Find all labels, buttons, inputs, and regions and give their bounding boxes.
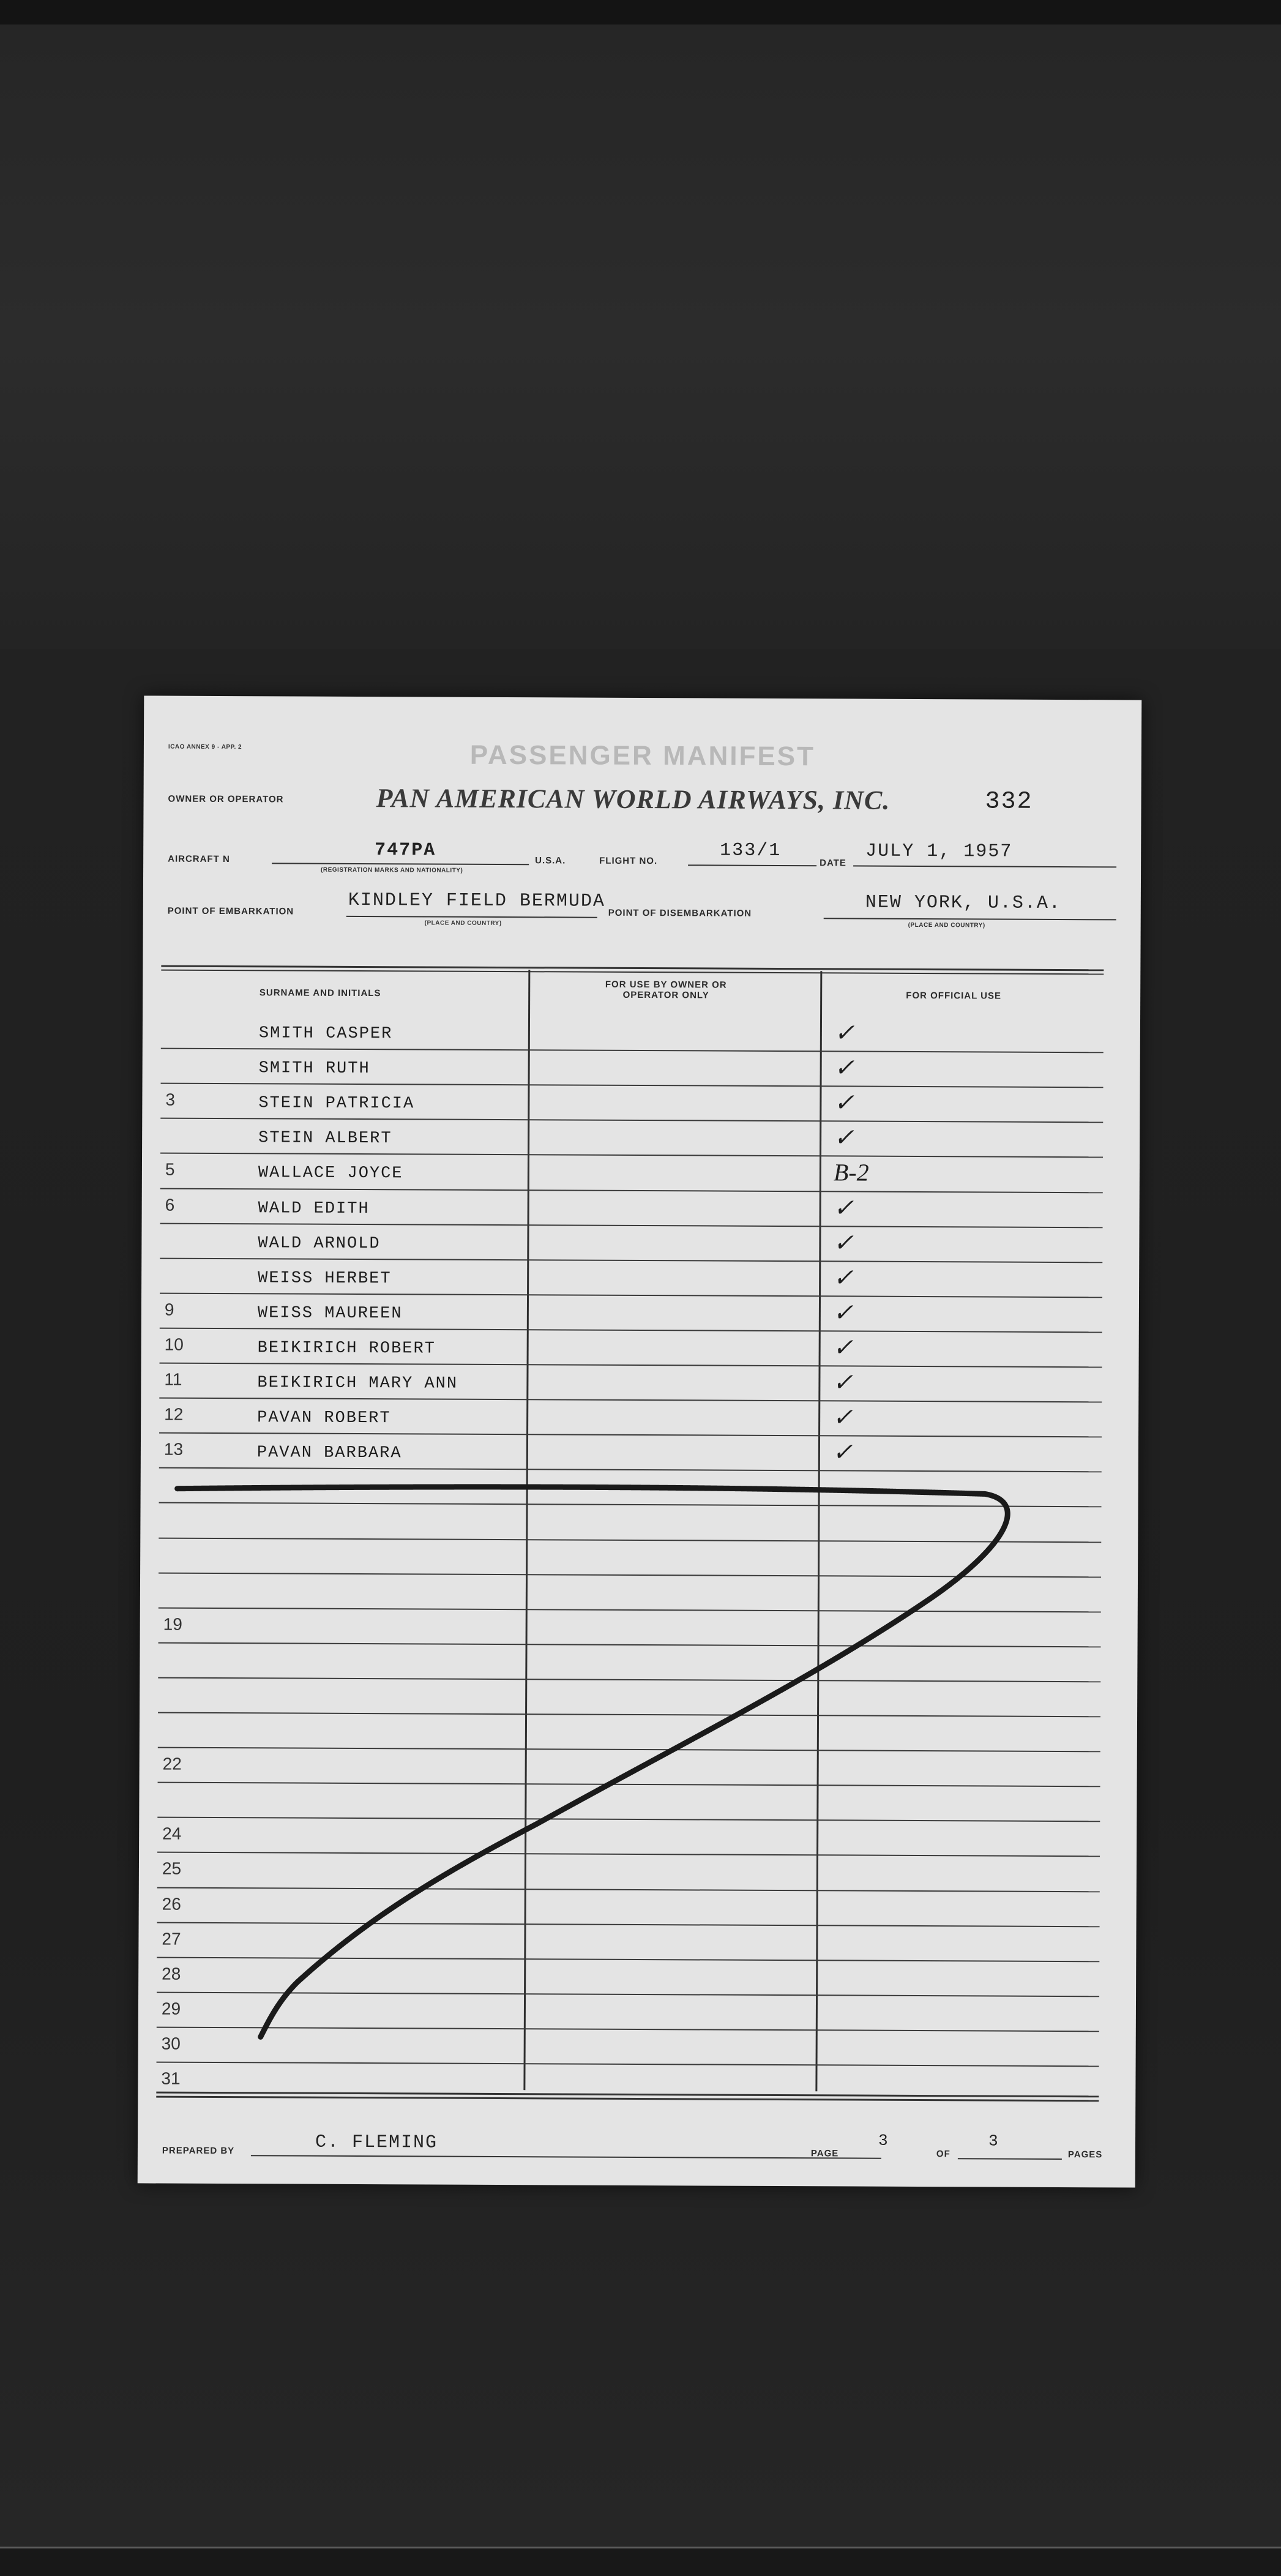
owner-label: OWNER OR OPERATOR — [168, 793, 284, 805]
row-rule — [158, 1782, 1100, 1788]
aircraft-label: AIRCRAFT N — [168, 853, 230, 865]
row-rule — [159, 1467, 1102, 1473]
manifest-number: 332 — [985, 788, 1033, 816]
pages-label: PAGES — [1067, 2149, 1103, 2160]
flight-label: FLIGHT NO. — [599, 855, 658, 867]
film-top-edge — [0, 0, 1281, 26]
disembarkation-value: NEW YORK, U.S.A. — [865, 892, 1061, 914]
row-rule — [157, 2062, 1099, 2067]
aircraft-value: 747PA — [375, 840, 436, 861]
usa-label: U.S.A. — [535, 855, 566, 866]
passenger-name: SMITH RUTH — [258, 1059, 370, 1079]
passenger-name: STEIN ALBERT — [258, 1129, 392, 1148]
row-number: 28 — [162, 1964, 181, 1983]
official-check-mark: ✓ — [832, 1403, 853, 1431]
official-check-mark: ✓ — [834, 1088, 855, 1117]
row-rule — [158, 1747, 1100, 1753]
row-rule — [160, 1222, 1103, 1228]
row-rule — [160, 1327, 1102, 1333]
row-number: 26 — [162, 1894, 181, 1914]
row-rule — [159, 1642, 1101, 1647]
passenger-name: WALD ARNOLD — [258, 1234, 381, 1253]
row-rule — [160, 1292, 1102, 1298]
row-rule — [160, 1363, 1102, 1368]
row-rule — [161, 1048, 1104, 1054]
passenger-name: PAVAN ROBERT — [257, 1409, 391, 1428]
official-check-mark: ✓ — [833, 1228, 854, 1257]
embarkation-label: POINT OF EMBARKATION — [167, 905, 294, 917]
official-check-mark: ✓ — [834, 1054, 855, 1082]
registration-note: (REGISTRATION MARKS AND NATIONALITY) — [321, 866, 463, 874]
film-bottom-edge — [0, 2547, 1281, 2576]
prepared-by-value: C. FLEMING — [315, 2132, 438, 2154]
row-rule — [160, 1118, 1103, 1123]
row-number: 27 — [162, 1929, 181, 1949]
row-number: 12 — [164, 1404, 184, 1424]
column-divider-2 — [815, 971, 822, 2091]
passenger-name: WALLACE JOYCE — [258, 1164, 403, 1183]
row-rule — [157, 2026, 1099, 2032]
official-check-mark: ✓ — [834, 1123, 854, 1151]
official-check-mark: ✓ — [834, 1019, 855, 1047]
passenger-name: STEIN PATRICIA — [258, 1094, 415, 1114]
column-header-official-use: FOR OFFICIAL USE — [906, 990, 1002, 1002]
disembarkation-label: POINT OF DISEMBARKATION — [608, 907, 752, 919]
owner-name: PAN AMERICAN WORLD AIRWAYS, INC. — [376, 783, 891, 815]
row-rule — [161, 1083, 1104, 1088]
column-divider-1 — [523, 970, 530, 2090]
row-number: 3 — [165, 1090, 176, 1109]
row-rule — [157, 1887, 1100, 1892]
row-rule — [159, 1537, 1101, 1543]
official-check-mark: ✓ — [832, 1298, 854, 1327]
embark-place-note: (PLACE AND COUNTRY) — [424, 919, 502, 927]
official-check-mark: ✓ — [832, 1368, 854, 1396]
row-rule — [160, 1153, 1103, 1158]
of-value: 3 — [988, 2132, 999, 2151]
passenger-name: WEISS HERBET — [258, 1268, 392, 1288]
row-rule — [159, 1572, 1101, 1578]
row-rule — [160, 1188, 1103, 1193]
passenger-name: BEIKIRICH MARY ANN — [257, 1374, 458, 1393]
row-rule — [159, 1607, 1101, 1612]
manifest-title: PASSENGER MANIFEST — [469, 739, 816, 772]
row-number: 22 — [162, 1754, 182, 1773]
row-rule — [159, 1398, 1102, 1403]
page-value: 3 — [878, 2131, 889, 2150]
of-label: OF — [936, 2149, 950, 2160]
row-number: 5 — [165, 1160, 175, 1180]
row-number: 6 — [165, 1195, 175, 1215]
official-check-mark: ✓ — [833, 1264, 854, 1292]
row-rule — [159, 1502, 1102, 1508]
passenger-name: WEISS MAUREEN — [257, 1304, 403, 1324]
row-rule — [158, 1712, 1100, 1718]
row-number: 11 — [164, 1369, 182, 1389]
flight-value: 133/1 — [720, 840, 782, 861]
passenger-name: PAVAN BARBARA — [256, 1443, 402, 1463]
date-value: JULY 1, 1957 — [865, 841, 1013, 863]
official-check-mark: B-2 — [833, 1158, 869, 1187]
row-rule — [157, 1817, 1100, 1822]
row-rule — [157, 1956, 1099, 1962]
passenger-name: BEIKIRICH ROBERT — [257, 1339, 436, 1358]
row-number: 10 — [164, 1335, 184, 1354]
row-rule — [157, 1991, 1099, 1997]
row-rule — [157, 1922, 1100, 1927]
passenger-name: SMITH CASPER — [258, 1024, 393, 1044]
form-stamp: ICAO ANNEX 9 - APP. 2 — [168, 743, 242, 751]
row-rule — [157, 1852, 1100, 1857]
film-background-upper — [0, 24, 1281, 649]
row-rule — [158, 1677, 1100, 1682]
prepared-by-label: PREPARED BY — [162, 2145, 235, 2157]
row-number: 19 — [163, 1614, 182, 1634]
disembark-place-note: (PLACE AND COUNTRY) — [908, 921, 985, 929]
row-rule — [159, 1432, 1102, 1438]
date-label: DATE — [820, 858, 846, 869]
row-number: 31 — [161, 2069, 181, 2088]
row-number: 30 — [161, 2034, 181, 2053]
embarkation-value: KINDLEY FIELD BERMUDA — [348, 889, 605, 912]
row-number: 24 — [162, 1824, 182, 1844]
row-number: 25 — [162, 1859, 182, 1879]
column-header-owner-use: FOR USE BY OWNER OR OPERATOR ONLY — [605, 979, 727, 1001]
official-check-mark: ✓ — [833, 1193, 854, 1222]
row-number: 29 — [161, 1999, 181, 2018]
manifest-document — [138, 695, 1142, 2187]
row-number: 13 — [163, 1439, 184, 1459]
column-header-surname: SURNAME AND INITIALS — [259, 987, 381, 999]
row-rule — [160, 1257, 1102, 1263]
official-check-mark: ✓ — [832, 1333, 854, 1361]
official-check-mark: ✓ — [832, 1438, 853, 1466]
passenger-name: WALD EDITH — [258, 1199, 370, 1218]
row-number: 9 — [164, 1300, 174, 1319]
page-label: PAGE — [810, 2148, 839, 2159]
